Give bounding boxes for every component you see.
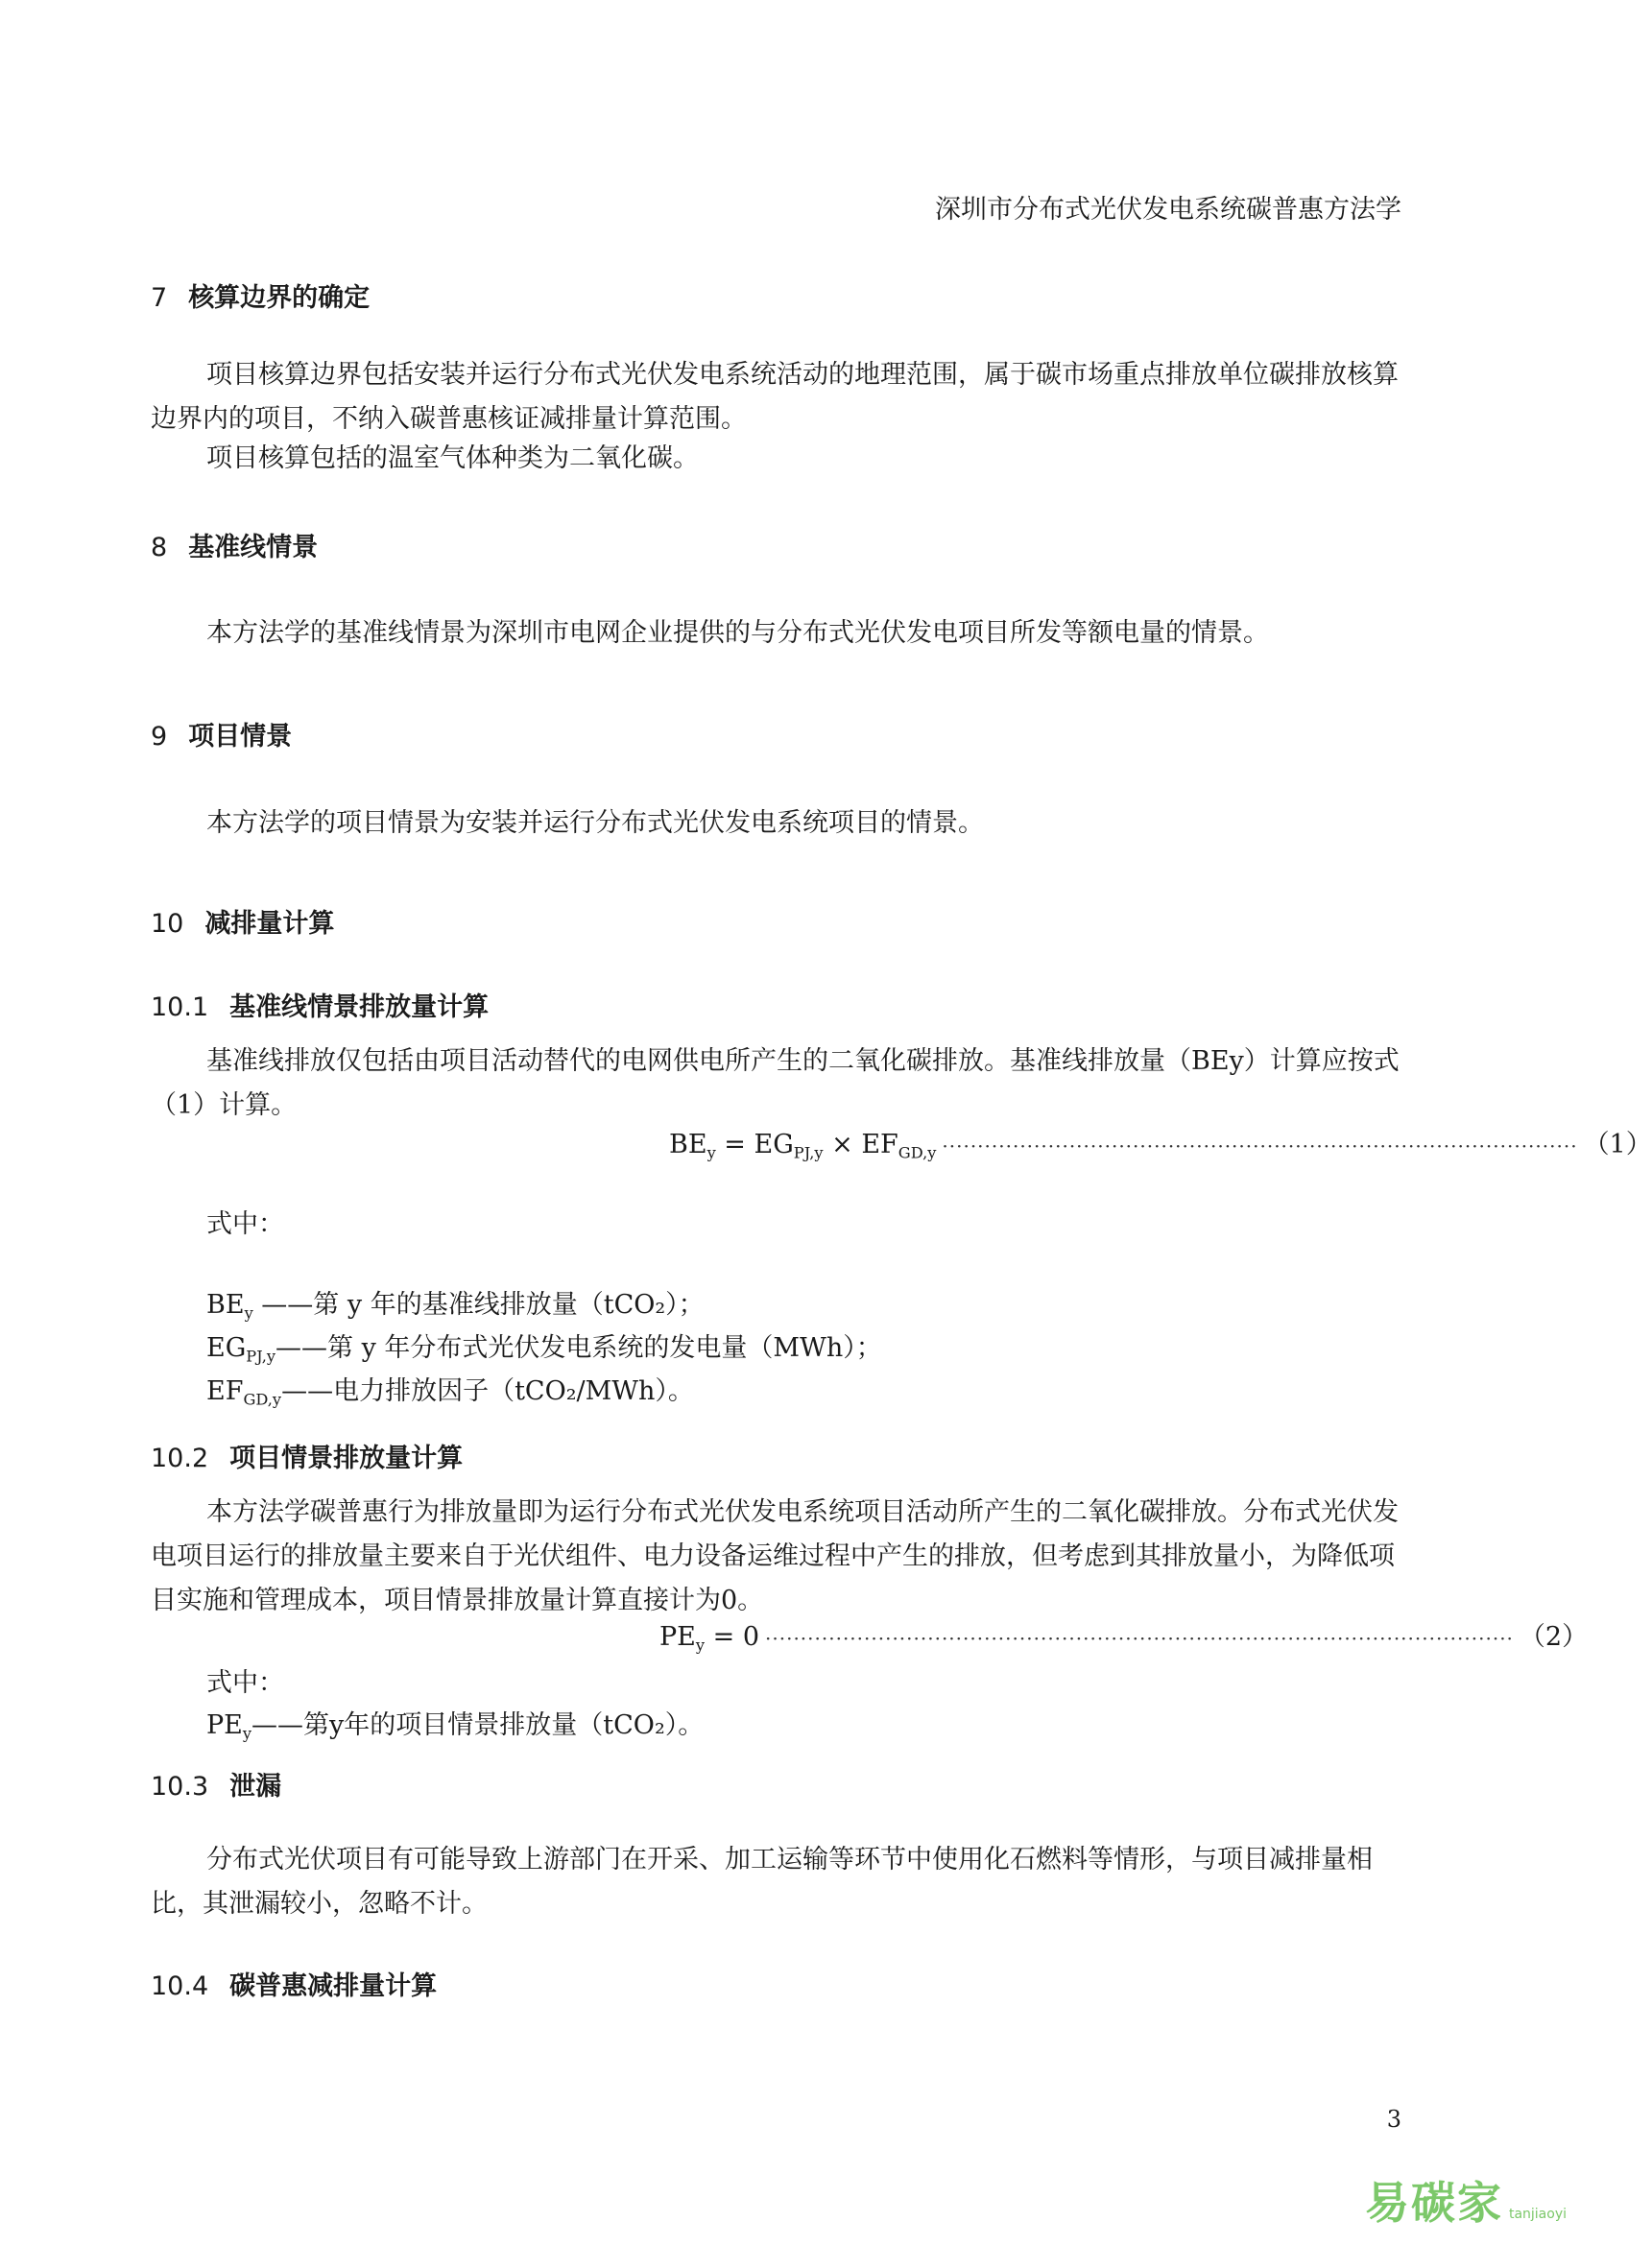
section-number: 10.2: [151, 1444, 209, 1473]
section-8-paragraph-1: [151, 611, 1401, 656]
section-number: 10: [151, 909, 184, 939]
section-title: 项目情景: [188, 722, 293, 752]
formula-leader-dots: ··········································································································: [765, 1627, 1514, 1650]
section-title: 基准线情景排放量计算: [229, 992, 490, 1022]
section-8-heading: [151, 526, 318, 563]
paragraph-text: 项目核算边界包括安装并运行分布式光伏发电系统活动的地理范围，属于碳市场重点排放单位碳排放核算边界内的项目，不纳入碳普惠核证减排量计算范围。: [151, 360, 1399, 434]
watermark-logo: [1365, 2168, 1567, 2232]
section-number: 10.3: [151, 1772, 209, 1802]
section-7-paragraph-2: [151, 437, 1401, 481]
formula-2-where-label: 式中：: [206, 1668, 284, 1698]
paragraph-text: 基准线排放仅包括由项目活动替代的电网供电所产生的二氧化碳排放。基准线排放量（BEy）计算应按式（1）计算。: [151, 1046, 1400, 1120]
section-7-heading: [151, 276, 370, 314]
section-number: 9: [151, 722, 168, 752]
formula-1-expression: $BE_y = EG_{PJ,y} \times EF_{GD,y}$: [669, 1130, 937, 1162]
paragraph-text: 本方法学的基准线情景为深圳市电网企业提供的与分布式光伏发电项目所发等额电量的情景。: [206, 618, 1269, 648]
section-title: 减排量计算: [204, 909, 335, 939]
definition-pe-y: $PE_y——$第y年的项目情景排放量（tCO₂）。: [206, 1710, 705, 1743]
definition-eg-pj-y: $EG_{PJ,y}——$第 y 年分布式光伏发电系统的发电量（MWh）；: [206, 1333, 882, 1366]
section-number: 7: [151, 283, 168, 313]
document-header-title: 深圳市分布式光伏发电系统碳普惠方法学: [935, 195, 1401, 225]
paragraph-text: 分布式光伏项目有可能导致上游部门在开采、加工运输等环节中使用化石燃料等情形，与项目减排量相比，其泄漏较小，忽略不计。: [151, 1845, 1373, 1919]
section-10-1-paragraph-1: [151, 1039, 1401, 1128]
section-title: 项目情景排放量计算: [229, 1444, 464, 1473]
section-10-2-paragraph-1: [151, 1491, 1401, 1623]
formula-1: [151, 1123, 1652, 1162]
watermark-logo-text: 易碳家: [1364, 2177, 1503, 2229]
section-10-1-heading: [151, 986, 489, 1023]
formula-2-expression: $PE_y = 0$: [659, 1622, 760, 1655]
formula-leader-dots: ··························································································: [942, 1134, 1578, 1158]
section-10-heading: [151, 902, 334, 940]
section-10-2-heading: [151, 1437, 463, 1474]
paragraph-text: 本方法学碳普惠行为排放量即为运行分布式光伏发电系统项目活动所产生的二氧化碳排放。分布式光伏发电项目运行的排放量主要来自于光伏组件、电力设备运维过程中产生的排放，但考虑到其排放量小，为降低项目实施和管理成本，项目情景排放量计算直接计为0。: [151, 1497, 1399, 1615]
section-10-3-paragraph-1: [151, 1838, 1401, 1926]
section-10-3-heading: [151, 1765, 281, 1803]
page-number: 3: [1386, 2106, 1401, 2133]
section-number: 10.4: [151, 1971, 209, 2001]
section-10-4-heading: [151, 1965, 437, 2002]
section-7-paragraph-1: [151, 353, 1401, 442]
formula-1-where-label: 式中：: [206, 1209, 284, 1239]
watermark-site-text: tanjiaoyi: [1508, 2207, 1567, 2222]
section-9-paragraph-1: [151, 801, 1401, 846]
section-number: 10.1: [151, 992, 209, 1022]
section-number: 8: [151, 533, 168, 562]
definition-be-y: $BE_y$ ——第 y 年的基准线排放量（tCO₂）；: [206, 1290, 705, 1323]
section-title: 核算边界的确定: [188, 283, 371, 313]
paragraph-text: 本方法学的项目情景为安装并运行分布式光伏发电系统项目的情景。: [206, 808, 984, 838]
formula-2-number: （2）: [1519, 1622, 1589, 1652]
paragraph-text: 项目核算包括的温室气体种类为二氧化碳。: [206, 443, 699, 473]
definition-ef-gd-y: $EF_{GD,y}——$电力排放因子（tCO₂/MWh）。: [206, 1376, 694, 1409]
section-title: 泄漏: [229, 1772, 282, 1802]
formula-2: [151, 1615, 1589, 1655]
section-title: 碳普惠减排量计算: [229, 1971, 438, 2001]
section-title: 基准线情景: [188, 533, 319, 562]
section-9-heading: [151, 715, 292, 752]
formula-1-number: （1）: [1583, 1130, 1652, 1159]
